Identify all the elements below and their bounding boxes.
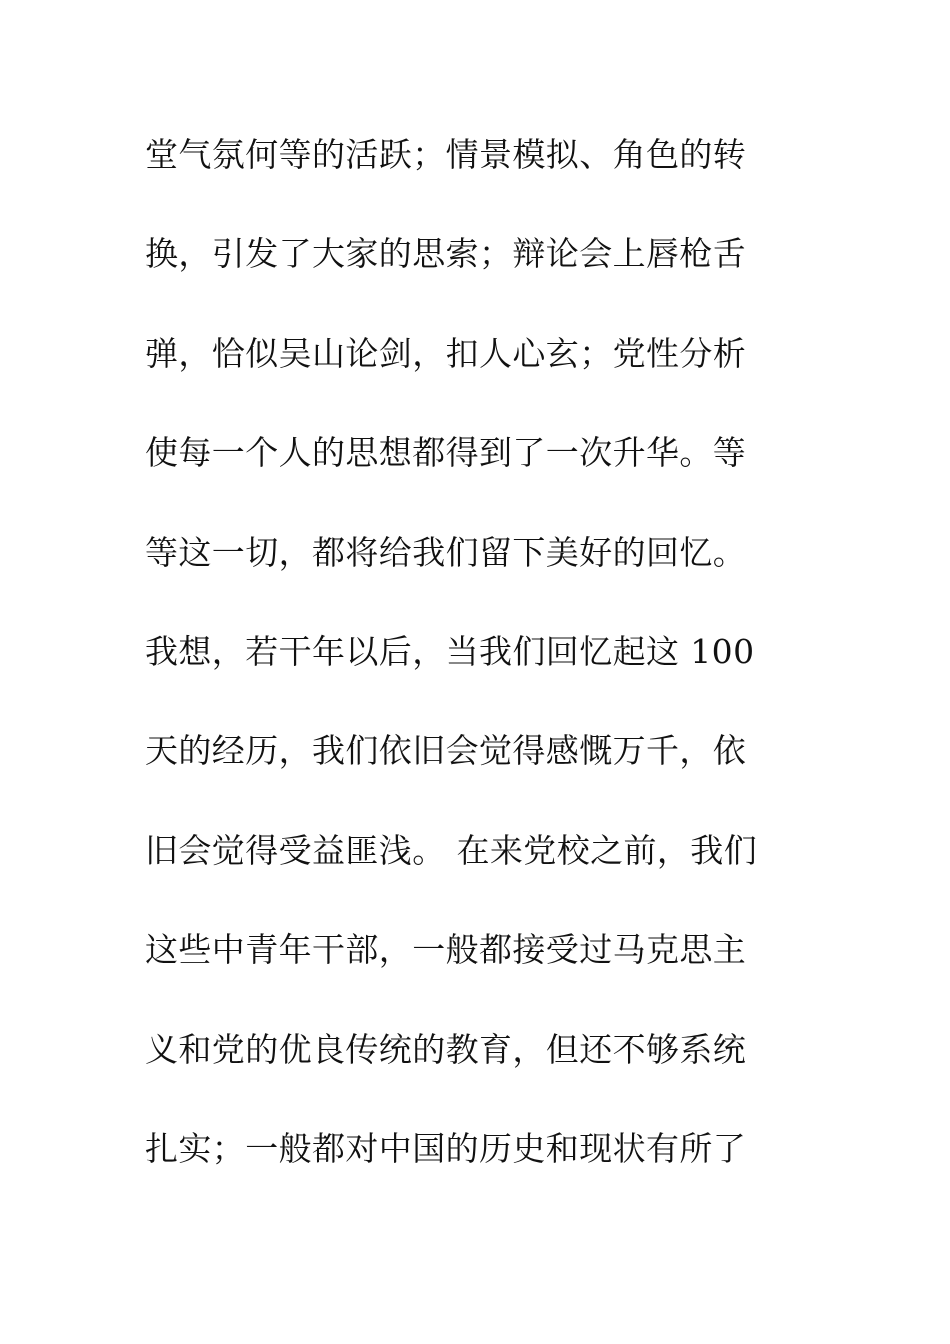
text-line-4: 使每一个人的思想都得到了一次升华。等: [145, 433, 747, 473]
text-line-11: 扎实；一般都对中国的历史和现状有所了: [145, 1128, 747, 1168]
body-text: [145, 124, 825, 1217]
text-line-1: 堂气氛何等的活跃；情景模拟、角色的转: [145, 135, 747, 174]
text-line-7: 天的经历，我们依旧会觉得感慨万千，依: [145, 731, 747, 771]
text-line-2: 换，引发了大家的思索；辩论会上唇枪舌: [145, 234, 747, 274]
text-line-8: 旧会觉得受益匪浅。 在来党校之前，我们: [145, 830, 758, 870]
text-line-10: 义和党的优良传统的教育，但还不够系统: [145, 1029, 747, 1069]
text-line-9: 这些中青年干部，一般都接受过马克思主: [145, 930, 747, 970]
text-line-6: 我想，若干年以后，当我们回忆起这 100: [145, 631, 755, 671]
text-line-3: 弹，恰似吴山论剑，扣人心玄；党性分析: [145, 333, 747, 373]
text-line-5: 等这一切，都将给我们留下美好的回忆。: [145, 532, 747, 572]
